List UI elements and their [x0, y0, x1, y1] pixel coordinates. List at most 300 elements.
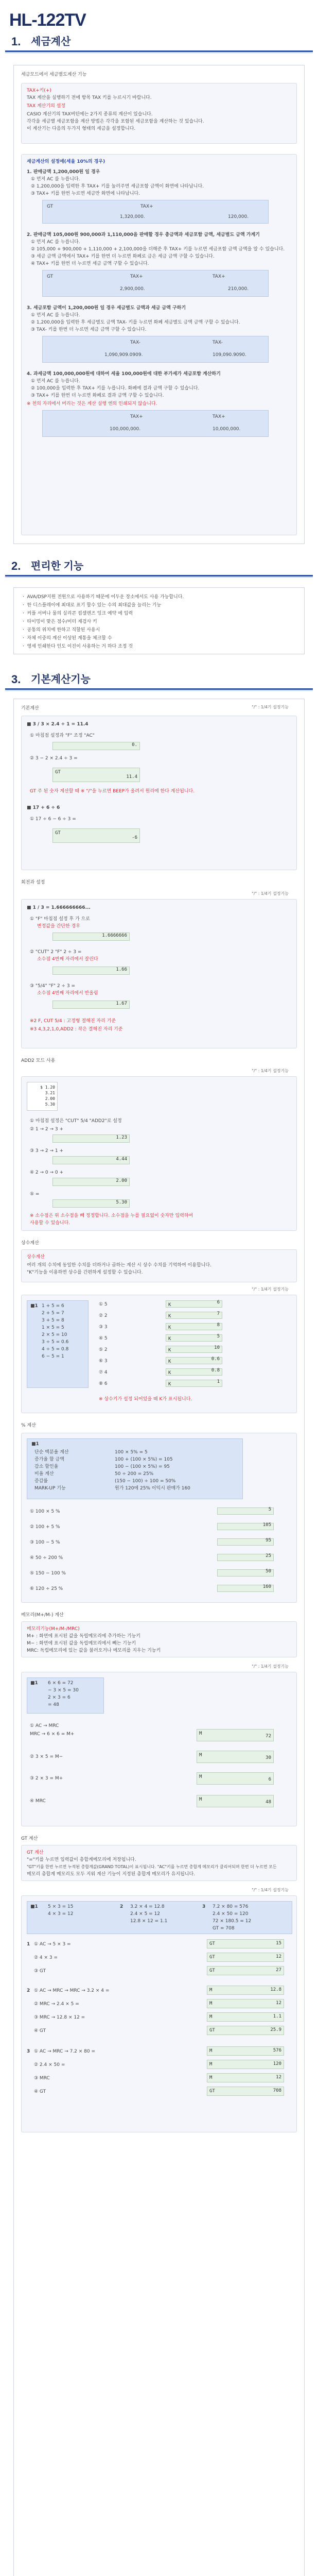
- lcd-display: [217, 1538, 274, 1546]
- step: ③ GT: [34, 1969, 46, 1974]
- step: ⑤ 150 − 100 %: [30, 1571, 66, 1576]
- lcd-label: GT: [209, 2089, 215, 2094]
- display-value: 1,090,909.0909.: [104, 352, 143, 358]
- problem: ■ 3 / 3 × 2.4 ÷ 1 = 11.4: [27, 722, 89, 727]
- lcd-display: [166, 1323, 222, 1330]
- lcd-display: [52, 1134, 130, 1143]
- lcd-label: K: [168, 1382, 171, 1387]
- lcd-value: 5.30: [116, 1199, 127, 1205]
- display-label: TAX+: [140, 204, 153, 209]
- lcd-display: [207, 1939, 284, 1948]
- lcd-label: K: [168, 1336, 171, 1342]
- step: ④ GT: [34, 2089, 46, 2094]
- tax-step: ③ TAX+ 키를 한번 누르면 세금만 화면에 나타납니다.: [31, 191, 140, 196]
- lcd-value: 1.1: [273, 2013, 281, 2019]
- tape-line: 2.00: [45, 1096, 55, 1101]
- table-cell: 50 ÷ 200 = 25%: [115, 1471, 154, 1477]
- step: ⑧ 6: [99, 1381, 108, 1386]
- step: ⑥ 3: [99, 1359, 108, 1364]
- lcd-display: [197, 1751, 274, 1763]
- lcd-value: 160: [262, 1584, 271, 1589]
- step: ① 마침점 설정과 "F" 조정 "AC": [30, 733, 95, 738]
- constant-desc-panel: [21, 1249, 297, 1282]
- lcd-value: 12: [276, 2000, 281, 2006]
- printout-tape: [27, 1082, 58, 1111]
- lcd-value: 12.8: [270, 1987, 281, 1992]
- tax-note: ※ 천의 자리에서 버리는 것은 계산 실행 엔의 인쇄되지 않습니다.: [27, 401, 157, 406]
- lcd-display: [197, 1729, 274, 1741]
- section-number: 2.: [11, 560, 21, 572]
- lcd-value: 12: [276, 1954, 281, 1959]
- table-cell: 증가율 할 금액: [34, 1457, 64, 1462]
- lcd-display: [166, 1368, 222, 1376]
- tax-display-4: [42, 410, 269, 437]
- group-label: 2: [27, 1988, 30, 1993]
- divider: [5, 50, 313, 52]
- lcd-label: K: [168, 1359, 171, 1364]
- problem-line: 5 × 3 = 15: [48, 1904, 74, 1909]
- desc-line: 메모리 총합계 메모리도 모두 지워 계산 기능이 지정된 총합계 메모리가 유지됩니다.: [27, 1872, 196, 1877]
- lcd-value: 6: [268, 1776, 271, 1782]
- lcd-display: [207, 2026, 284, 2035]
- problem-line: 2.4 × 50 = 120: [213, 1911, 249, 1917]
- lcd-display: [207, 2012, 284, 2022]
- desc-title: 메모리기능(M+/M-/MRC): [27, 1626, 80, 1632]
- memory-desc-panel: [21, 1621, 297, 1657]
- problem-line: 2.4 × 5 = 12: [130, 1911, 161, 1917]
- step: MRC → 6 × 6 = M+: [30, 1732, 75, 1737]
- tax-box: [13, 65, 305, 544]
- lcd-value: 11.4: [126, 774, 137, 779]
- desc-title: GT 계산: [27, 1850, 44, 1855]
- percent-table: [27, 1438, 243, 1499]
- lcd-value: 5: [268, 1506, 271, 1512]
- problem-label: ■1: [30, 1303, 38, 1309]
- desc-line: "GT"키를 한번 누르면 누적된 총합계값(GRAND TOTAL)이 표시됩니다. "AC"키를 누르면 총합계 메모리가 클리어되며 한번 더 누르면 모든: [27, 1865, 277, 1869]
- step: ① 100 × 5 %: [30, 1509, 60, 1514]
- tax-step: ① 먼저 AC 를 누릅니다.: [31, 313, 80, 318]
- divider: [5, 688, 313, 690]
- lcd-value: 120: [273, 2061, 281, 2066]
- section-header: [0, 668, 318, 687]
- tax-step-heading: 1. 판매금액 1,200,000원 일 경우: [27, 170, 100, 175]
- legend-note: "/" : 1/4기 설정기능: [252, 891, 289, 896]
- lcd-value: -6: [132, 835, 137, 840]
- section-tax: [0, 30, 318, 49]
- divider: [5, 575, 313, 577]
- lcd-value: 5: [217, 1333, 220, 1339]
- lcd-label: K: [168, 1325, 171, 1330]
- step: ② 3 − 2 × 2.4 ÷ 3 =: [30, 756, 78, 761]
- display-value: 10,000,000.: [213, 427, 241, 432]
- block-title: 메모리(M+/M-) 계산: [21, 1613, 64, 1618]
- problem-line: 6 × 6 = 72: [48, 1681, 74, 1686]
- lcd-label: GT: [209, 1968, 215, 1973]
- lcd-display: [52, 1001, 130, 1009]
- lcd-label: GT: [209, 1955, 215, 1960]
- lcd-value: 1.66: [116, 967, 127, 972]
- lcd-value: 25: [266, 1553, 271, 1558]
- table-cell: 100 × 5% = 5: [115, 1450, 148, 1455]
- table-cell: 100 + (100 × 5%) = 105: [115, 1457, 173, 1462]
- lcd-display: [166, 1357, 222, 1364]
- tax-desc-panel: [21, 83, 297, 144]
- problem-line: 12.8 × 12 = 1.1: [130, 1919, 168, 1924]
- divider: [5, 690, 313, 691]
- lcd-display: [217, 1554, 274, 1561]
- lcd-label: M: [209, 2075, 213, 2080]
- problem-label: 3: [202, 1904, 206, 1909]
- lcd-display: [217, 1585, 274, 1592]
- step: ③ MRC: [34, 2076, 50, 2081]
- problem: ■ 1 / 3 = 1.666666666...: [27, 905, 91, 910]
- step: ① AC → MRC: [30, 1723, 59, 1728]
- tax-step-heading: 3. 세금포함 금액이 1,200,000원 일 경우 세금별도 금액과 세금 금액 구하기: [27, 306, 186, 311]
- tax-key-label: TAX+키(+): [27, 88, 51, 93]
- basic-calc-panel: [21, 716, 297, 870]
- tax-step: ① 먼저 AC 를 누릅니다.: [31, 177, 80, 182]
- add2-panel: [21, 1076, 297, 1231]
- section-number: 1.: [11, 35, 21, 48]
- problem-line: 4 × 3 = 12: [48, 1911, 74, 1917]
- note: ※3 4,3,2,1,0,ADD2 : 작은 결해진 자리 기준: [30, 1027, 123, 1032]
- rounding-panel: [21, 899, 297, 1048]
- block-title: 상수계산: [21, 1241, 39, 1246]
- tax-example-panel: [21, 154, 297, 535]
- problem-line: = 48: [48, 1702, 59, 1707]
- step: ⑤ 2: [99, 1347, 108, 1352]
- tax-step-heading: 2. 판매금액 105,000원 900,000과 1,110,000을 판매할 경우 총금액과 세금포함 금액, 세금별도 금액 가계기: [27, 232, 260, 238]
- problem-label: ■1: [30, 1904, 38, 1909]
- section-title: 기본계산기능: [31, 674, 91, 685]
- lcd-label: K: [168, 1370, 171, 1376]
- section-header: [0, 554, 318, 574]
- lcd-label: M: [199, 1774, 202, 1780]
- lcd-display: [217, 1569, 274, 1577]
- lcd-display: [217, 1507, 274, 1515]
- lcd-value: 1.67: [116, 1001, 127, 1006]
- step: ③ "5/4" "F" 2 ÷ 3 =: [30, 984, 75, 989]
- lcd-value: 105: [262, 1522, 271, 1528]
- lcd-display: [52, 1156, 130, 1164]
- lcd-label: GT: [209, 2028, 215, 2033]
- lcd-label: K: [168, 1314, 171, 1319]
- section-number: 3.: [11, 673, 21, 686]
- tax-step: ③ TAX+ 키를 한번 더 누르면 화폐로 결과 금액 구할 수 있습니다.: [31, 393, 164, 398]
- step: ② 2: [99, 1313, 108, 1318]
- divider: [5, 577, 313, 578]
- tax-intro-title: 세금모드에서 세금별도계산 기능: [21, 72, 87, 77]
- lcd-label: M: [209, 2014, 213, 2020]
- problem-line: 4 ÷ 5 = 0.8: [42, 1347, 69, 1352]
- lcd-value: 576: [273, 2047, 281, 2053]
- step-note: 소수점 4번째 자리에서 잘린다: [37, 957, 98, 962]
- tax-step-heading: 4. 과세금액 100,000,000원에 대하여 세율 100,000원에 대한 부가세가 세금포함 계산하기: [27, 371, 221, 377]
- lcd-value: 72: [266, 1733, 271, 1739]
- tax-display-1: [42, 200, 269, 224]
- step: ② "CUT" 2 "F" 2 ÷ 3 =: [30, 950, 82, 955]
- tax-step: ③ TAX- 키를 한번 더 누르면 세금 금액 구할 수 있습니다.: [31, 327, 147, 332]
- lcd-value: 7: [217, 1311, 220, 1316]
- lcd-label: M: [199, 1797, 202, 1802]
- lcd-display: [207, 2087, 284, 2096]
- problem-label: 2: [120, 1904, 123, 1909]
- display-label: TAX-: [213, 340, 223, 345]
- display-label: TAX-: [130, 340, 140, 345]
- lcd-label: K: [168, 1302, 171, 1308]
- tax-display-3: [42, 336, 269, 363]
- desc-line: M− : 화면에 표시된 값을 독립메모리에서 빼는 기능키: [27, 1641, 136, 1646]
- step: ① 5: [99, 1302, 108, 1307]
- desc-line: MRC: 독립메모리에 있는 값을 불러오거나 메모리를 지우는 기능키: [27, 1648, 161, 1653]
- table-cell: 원가 120에 25% 이익시 판매가 160: [115, 1486, 190, 1491]
- tax-step: ② 100,000을 입력한 후 TAX+ 키를 누릅니다. 화폐에 결과 금액 구할 수 있습니다.: [31, 386, 200, 391]
- step: ④ GT: [34, 2028, 46, 2033]
- block-title: 기본계산: [21, 706, 39, 711]
- desc-line: "K"기능을 이용하면 상수를 간편하게 설정할 수 있습니다.: [27, 1270, 143, 1275]
- lcd-label: M: [199, 1753, 202, 1758]
- lcd-value: 10: [214, 1345, 220, 1350]
- lcd-label: K: [168, 1348, 171, 1353]
- feature-item: ㆍ 공통의 위치에 한하고 직할된 사용시: [21, 628, 100, 633]
- lcd-label: GT: [55, 770, 61, 775]
- feature-item: ㆍ 한 디스플레이에 최대로 표기 할수 있는 수의 최대값을 늘리는 기능: [21, 603, 162, 608]
- step: ① AC → MRC → MRC → 3.2 × 4 =: [34, 1988, 110, 1993]
- lcd-display: [207, 1986, 284, 1995]
- display-label: TAX+: [130, 274, 143, 279]
- gt-desc-panel: [21, 1845, 297, 1881]
- lcd-display: [52, 1199, 130, 1208]
- lcd-value: 30: [266, 1755, 271, 1760]
- table-cell: 감소 할인율: [34, 1464, 59, 1469]
- section-features: [0, 554, 318, 574]
- problem-line: 3 ÷ 5 = 0.6: [42, 1340, 69, 1345]
- section-title: 편리한 기능: [31, 561, 84, 572]
- step: ③ MRC → 12.8 × 12 =: [34, 2015, 85, 2020]
- lcd-value: 0.: [132, 742, 137, 748]
- display-label: GT: [47, 274, 54, 279]
- features-box: [13, 587, 305, 654]
- problem-line: 7.2 × 80 = 576: [213, 1904, 249, 1909]
- problem-line: 72 × 180.5 = 12: [213, 1919, 252, 1924]
- group-label: 3: [27, 2049, 30, 2054]
- percent-panel: [21, 1433, 297, 1603]
- lcd-value: 708: [273, 2088, 281, 2093]
- step: ③ 2 × 3 = M+: [30, 1776, 63, 1781]
- step: ③ 3: [99, 1325, 108, 1330]
- gt-panel: [21, 1895, 297, 2132]
- block-title: % 계산: [21, 1423, 36, 1428]
- lcd-display: [166, 1346, 222, 1353]
- lcd-value: 27: [276, 1967, 281, 1973]
- problem: ■ 17 + 6 ÷ 6: [27, 805, 60, 810]
- lcd-value: 0.6: [211, 1356, 220, 1362]
- lcd-display: [166, 1380, 222, 1387]
- lcd-label: M: [209, 2001, 213, 2006]
- tax-step: ① 먼저 AC 를 누릅니다.: [31, 240, 80, 245]
- table-head: ■1: [31, 1442, 39, 1447]
- lcd-display: [52, 933, 130, 941]
- tax-step: ③ 세금 금액 금액에서 TAX+ 키를 한번 더 누르면 화폐로 금은 세금 금액 구할 수 있습니다.: [31, 254, 215, 259]
- step: ⑤ =: [30, 1192, 40, 1197]
- legend-note: "/" : 1/4기 설정기능: [252, 1069, 289, 1073]
- display-label: TAX+: [213, 414, 225, 419]
- note: ※ 소수점은 위 소수점을 빼 정정합니다. 소수점을 누를 필요없이 숫자만 입력하여: [30, 1213, 193, 1218]
- memory-panel: [21, 1672, 297, 1826]
- tax-step: ① 먼저 AC 를 누릅니다.: [31, 379, 80, 384]
- step: ② MRC → 2.4 × 5 =: [34, 2002, 79, 2007]
- feature-item: ㆍ 타이밍이 맞은 점수/미터 재검사 키: [21, 619, 97, 624]
- section-basic: [0, 668, 318, 687]
- display-value: 100,000,000.: [110, 427, 141, 432]
- table-cell: (150 − 100) ÷ 100 = 50%: [115, 1479, 176, 1484]
- lcd-value: 1.6666666: [102, 933, 127, 938]
- step: ⑥ 120 ÷ 25 %: [30, 1586, 63, 1591]
- lcd-display: [52, 967, 130, 975]
- lcd-value: 48: [266, 1799, 271, 1805]
- table-cell: 비율 계산: [34, 1471, 54, 1477]
- step: ② 1 → 2 → 3 +: [30, 1127, 64, 1132]
- display-value: 120,000.: [228, 214, 249, 219]
- problem-line: 3.2 × 4 = 12.8: [130, 1904, 165, 1909]
- lcd-display: [207, 1953, 284, 1962]
- lcd-label: M: [209, 2048, 213, 2054]
- tape-line: 3.21: [45, 1091, 55, 1095]
- memory-problem: [27, 1677, 104, 1714]
- lcd-value: 50: [266, 1568, 271, 1574]
- lcd-display: [52, 768, 140, 782]
- section-title: 세금계산: [31, 36, 71, 47]
- lcd-value: 12: [276, 2074, 281, 2080]
- display-label: TAX+: [213, 274, 225, 279]
- step: ⑦ 4: [99, 1370, 108, 1375]
- lcd-value: 95: [266, 1537, 271, 1543]
- display-value: 109,090.9090.: [213, 352, 246, 358]
- problem-line: 1 + 5 = 6: [42, 1303, 64, 1309]
- block-title: GT 계산: [21, 1836, 38, 1841]
- problem-line: GT = 708: [213, 1926, 235, 1931]
- tax-example-title: 세금계산의 설정예(세율 10%의 경우): [27, 159, 105, 164]
- tax-step: ④ TAX+ 키를 한번 더 누르면 세금 금액 구할 수 있습니다.: [31, 261, 149, 266]
- lcd-display: [197, 1772, 274, 1785]
- note: GT 주 된 숫자 계산할 때 ※ "/"을 누르면 BEEP가 울려서 원리에 한다 계산됩니다.: [30, 789, 195, 794]
- problem-line: 2 + 5 = 7: [42, 1311, 64, 1316]
- lcd-display: [52, 1178, 130, 1186]
- table-cell: 단순 백분율 계산: [34, 1450, 69, 1455]
- lcd-display: [166, 1312, 222, 1319]
- lcd-value: 6: [217, 1299, 220, 1305]
- step: ③ 3 → 2 → 1 +: [30, 1148, 64, 1154]
- step-note: 소수점 4번째 자리에서 반올림: [37, 991, 98, 996]
- gt-problems: [27, 1901, 292, 1934]
- lcd-label: GT: [209, 1941, 215, 1946]
- problem-line: 2 × 3 = 6: [48, 1695, 70, 1700]
- problem-line: 1 × 5 = 5: [42, 1325, 64, 1330]
- problem-line: 2 × 5 = 10: [42, 1332, 67, 1337]
- tax-display-2: [42, 270, 269, 297]
- lcd-value: 1: [217, 1379, 220, 1384]
- note: ※ 상수키가 설정 되어있을 때 K가 표시됩니다.: [99, 1397, 192, 1402]
- step: ① AC → 5 × 3 =: [34, 1942, 71, 1947]
- lcd-value: 2.00: [116, 1178, 127, 1183]
- step: ④ MRC: [30, 1799, 46, 1804]
- lcd-label: M: [209, 1988, 213, 1993]
- problem-line: − 3 × 5 = 30: [48, 1688, 79, 1693]
- constant-panel: [21, 1295, 297, 1413]
- feature-item: ㆍ 영세 인쇄한다 인도 이진이 사용하는 거 하다 조정 것: [21, 644, 133, 649]
- feature-item: ㆍ 자체 이중의 계산 이상된 계통을 체크할 수: [21, 636, 112, 641]
- basic-box: [13, 699, 305, 2576]
- lcd-value: 1.23: [116, 1134, 127, 1140]
- display-label: TAX+: [130, 414, 143, 419]
- lcd-display: [197, 1795, 274, 1807]
- feature-item: ㆍ 커플 서버나 물의 실리콘 컵셀렌즈 잉크 예약 에 입력: [21, 611, 133, 616]
- lcd-value: 0.8: [211, 1367, 220, 1373]
- desc-title: 상수계산: [27, 1255, 45, 1260]
- lcd-display: [52, 742, 140, 750]
- step-note: 변정값을 간단한 경우: [37, 924, 80, 929]
- lcd-value: 25.9: [270, 2027, 281, 2032]
- feature-item: ㆍ AVA/DSP지원 전원으로 사용하기 때문에 어두운 장소에서도 사용 가능합니다.: [21, 595, 184, 600]
- step: ② 100 + 5 %: [30, 1524, 60, 1530]
- step: ② 3 × 5 = M−: [30, 1754, 63, 1759]
- step: ① 마침점 설정은 "CUT" 5/4 "ADD2"로 설정: [30, 1118, 122, 1124]
- desc-line: M+ : 화면에 표시된 값을 독립메모리에 추가하는 기능키: [27, 1634, 140, 1639]
- problem-label: ■1: [30, 1681, 38, 1686]
- step: ② 4 × 3 =: [34, 1955, 58, 1960]
- constant-problem: [27, 1300, 89, 1388]
- lcd-display: [166, 1300, 222, 1308]
- step: ① 17 ÷ 6 − 6 ÷ 3 =: [30, 817, 76, 822]
- lcd-label: GT: [55, 831, 61, 836]
- section-header: [0, 30, 318, 49]
- note: ※2 F, CUT 5/4 : 고정형 절해진 자리 기준: [30, 1019, 116, 1024]
- tax-desc-line: CASIO 계산기의 TAX버턴에는 2가지 종류의 계산이 있습니다.: [27, 112, 153, 117]
- lcd-value: 4.44: [116, 1156, 127, 1162]
- lcd-display: [207, 2046, 284, 2056]
- display-value: 2,900,000.: [120, 286, 145, 292]
- tape-line: $ 1.20: [40, 1085, 55, 1090]
- lcd-label: M: [209, 2062, 213, 2067]
- legend-note: "/" : 1/4기 설정기능: [252, 705, 289, 709]
- tax-step: ② 105,000 + 900,000 + 1,110,000 + 2,100,000을 더해준 후 TAX+ 키를 누르면 세금포함 금액 금액을 알 수 있습니다.: [31, 247, 285, 252]
- lcd-display: [207, 2060, 284, 2069]
- step: ④ 50 ÷ 200 %: [30, 1555, 63, 1561]
- lcd-display: [217, 1523, 274, 1530]
- lcd-label: M: [199, 1731, 202, 1736]
- display-value: 1,320,000.: [120, 214, 145, 219]
- lcd-display: [207, 2073, 284, 2082]
- lcd-display: [166, 1334, 222, 1342]
- display-label: GT: [47, 204, 54, 209]
- lcd-display: [207, 1999, 284, 2008]
- problem-line: 6 − 5 = 1: [42, 1354, 64, 1359]
- tax-step: ② 1,200,000을 입력한 후 TAX+ 키를 눌러주면 세금포함 금액이 화면에 나타납니다.: [31, 184, 204, 189]
- desc-line: "="키를 누르면 입력값이 총합계메모리에 저장됩니다.: [27, 1857, 136, 1862]
- problem-line: 3 + 5 = 8: [42, 1318, 64, 1323]
- step: ③ 100 − 5 %: [30, 1540, 60, 1545]
- lcd-value: 15: [276, 1940, 281, 1946]
- model-title: HL-122TV: [9, 10, 86, 30]
- legend-note: "/" : 1/4기 설정기능: [252, 1287, 289, 1292]
- step: ④ 2 → 0 → 0 +: [30, 1170, 64, 1175]
- tax-key-desc: TAX 계산을 실행하기 전에 항목 TAX 키를 누르시기 바랍니다.: [27, 95, 152, 100]
- legend-note: "/" : 1/4기 설정기능: [252, 1664, 289, 1669]
- note: 사용할 수 있습니다.: [30, 1221, 70, 1226]
- step: ① "F" 마침점 설정 후 가 으로: [30, 917, 90, 922]
- lcd-display: [207, 1966, 284, 1975]
- tax-desc-line: 이 계산기는 다음의 두가지 형태의 세금을 설정합니다.: [27, 126, 136, 131]
